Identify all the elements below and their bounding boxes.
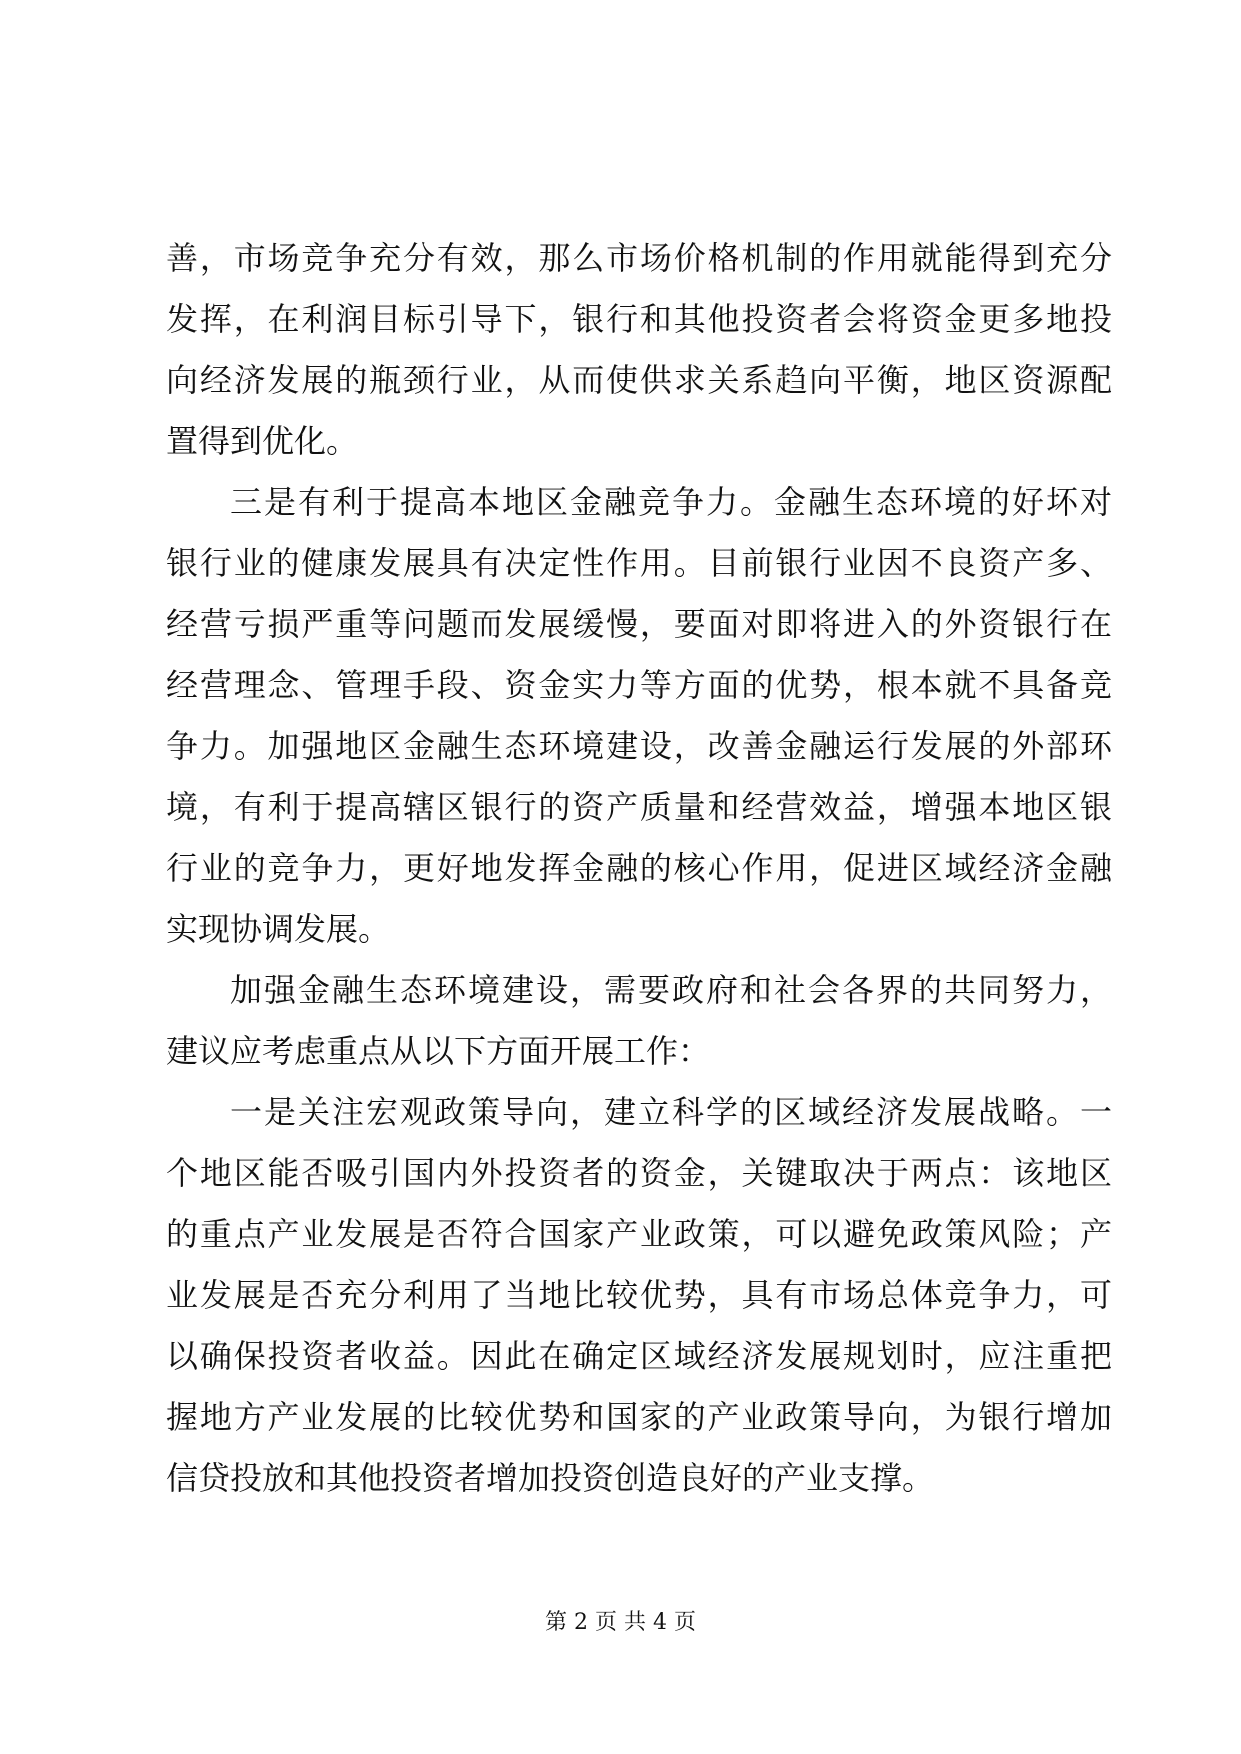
text-line: 善，市场竞争充分有效，那么市场价格机制的作用就能得到充分 [166, 239, 1112, 277]
text-line: 握地方产业发展的比较优势和国家的产业政策导向，为银行增加 [166, 1398, 1112, 1436]
body-text [166, 228, 1112, 1509]
text-line: 置得到优化。 [166, 422, 359, 460]
text-line: 个地区能否吸引国内外投资者的资金，关键取决于两点：该地区 [166, 1154, 1112, 1192]
text-line: 的重点产业发展是否符合国家产业政策，可以避免政策风险；产 [166, 1215, 1112, 1253]
text-line: 信贷投放和其他投资者增加投资创造良好的产业支撑。 [166, 1459, 935, 1497]
text-line: 以确保投资者收益。因此在确定区域经济发展规划时，应注重把 [166, 1337, 1112, 1375]
text-line: 经营理念、管理手段、资金实力等方面的优势，根本就不具备竞 [166, 666, 1112, 704]
text-line: 加强金融生态环境建设，需要政府和社会各界的共同努力， [230, 971, 1112, 1009]
text-line: 业发展是否充分利用了当地比较优势，具有市场总体竞争力，可 [166, 1276, 1112, 1314]
page-footer: 第 2 页 共 4 页 [545, 1610, 696, 1635]
text-line: 争力。加强地区金融生态环境建设，改善金融运行发展的外部环 [166, 727, 1112, 765]
text-line: 经营亏损严重等问题而发展缓慢，要面对即将进入的外资银行在 [166, 605, 1112, 643]
text-line: 银行业的健康发展具有决定性作用。目前银行业因不良资产多、 [166, 544, 1112, 582]
text-line: 发挥，在利润目标引导下，银行和其他投资者会将资金更多地投 [166, 300, 1112, 338]
text-line: 实现协调发展。 [166, 910, 391, 948]
text-line: 向经济发展的瓶颈行业，从而使供求关系趋向平衡，地区资源配 [166, 361, 1112, 399]
text-line: 三是有利于提高本地区金融竞争力。金融生态环境的好坏对 [230, 483, 1112, 521]
text-line: 一是关注宏观政策导向，建立科学的区域经济发展战略。一 [230, 1093, 1112, 1131]
text-line: 行业的竞争力，更好地发挥金融的核心作用，促进区域经济金融 [166, 849, 1112, 887]
text-line: 境，有利于提高辖区银行的资产质量和经营效益，增强本地区银 [166, 788, 1112, 826]
text-line: 建议应考虑重点从以下方面开展工作： [166, 1032, 711, 1070]
